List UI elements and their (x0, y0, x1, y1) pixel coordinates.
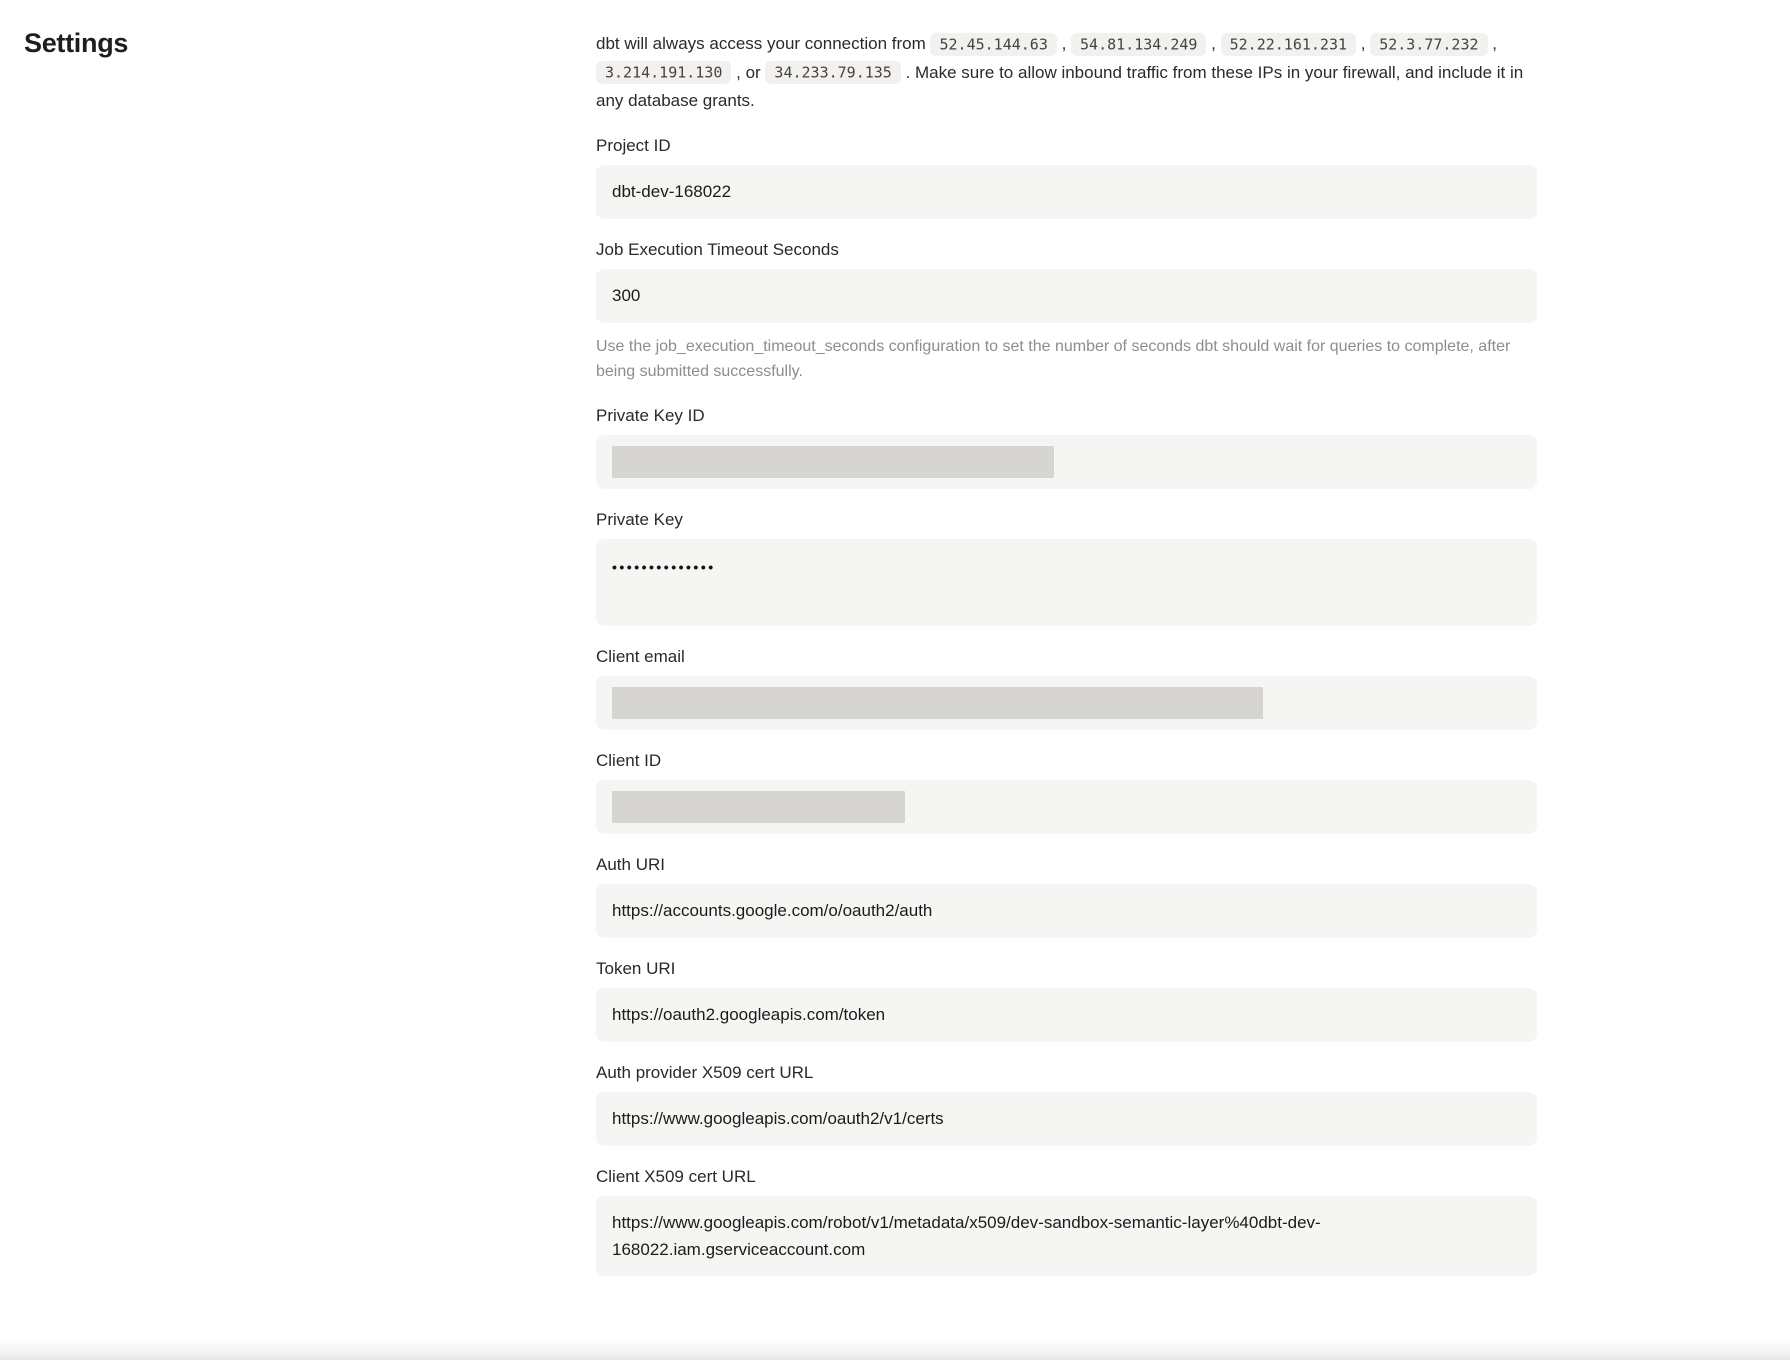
job-execution-timeout-seconds-help-text: Use the job_execution_timeout_seconds configuration to set the number of seconds dbt should wait for queries to complete, after being submitted successfully. (596, 337, 1511, 380)
settings-sidebar-area (0, 0, 596, 59)
token-uri-value: https://oauth2.googleapis.com/token (612, 1005, 886, 1024)
field-auth-uri (596, 855, 1537, 938)
private-key-id-input[interactable] (596, 435, 1537, 489)
field-private-key (596, 510, 1537, 626)
private-key-input[interactable] (596, 539, 1537, 626)
project-id-label: Project ID (596, 135, 671, 155)
ip-address-chip: 52.3.77.232 (1370, 33, 1487, 56)
private-key-id-redacted-value-bar (612, 446, 1054, 478)
client-x509-cert-url-value: https://www.googleapis.com/robot/v1/metadata/x509/dev-sandbox-semantic-layer%40dbt-dev-168022.iam.gserviceaccount.com (612, 1212, 1321, 1259)
private-key-value: •••••••••••••• (612, 558, 716, 575)
field-project-id (596, 136, 1537, 219)
client-email-redacted-value-bar (612, 687, 1263, 719)
private-key-label: Private Key (596, 509, 683, 529)
project-id-value: dbt-dev-168022 (612, 182, 732, 201)
auth-uri-input[interactable] (596, 884, 1537, 938)
auth-provider-x509-cert-url-input[interactable] (596, 1092, 1537, 1146)
auth-uri-value: https://accounts.google.com/o/oauth2/auth (612, 901, 933, 920)
ip-address-chip: 3.214.191.130 (596, 61, 731, 84)
connection-settings-form (596, 0, 1537, 1297)
auth-provider-x509-cert-url-value: https://www.googleapis.com/oauth2/v1/certs (612, 1109, 944, 1128)
token-uri-label: Token URI (596, 958, 676, 978)
field-client-id (596, 751, 1537, 834)
client-email-input[interactable] (596, 676, 1537, 730)
project-id-input[interactable] (596, 165, 1537, 219)
auth-uri-label: Auth URI (596, 854, 665, 874)
field-private-key-id (596, 406, 1537, 489)
ip-address-chip: 52.22.161.231 (1221, 33, 1356, 56)
ip-address-chip: 34.233.79.135 (765, 61, 900, 84)
form-fields (596, 136, 1537, 1276)
ip-address-chip: 54.81.134.249 (1071, 33, 1206, 56)
job-execution-timeout-seconds-label: Job Execution Timeout Seconds (596, 239, 839, 259)
client-id-input[interactable] (596, 780, 1537, 834)
field-client-x509-cert-url (596, 1167, 1537, 1276)
job-execution-timeout-seconds-input[interactable] (596, 269, 1537, 323)
field-auth-provider-x509-cert-url (596, 1063, 1537, 1146)
client-email-label: Client email (596, 646, 685, 666)
client-x509-cert-url-label: Client X509 cert URL (596, 1166, 756, 1186)
field-job-execution-timeout-seconds (596, 240, 1537, 385)
private-key-id-label: Private Key ID (596, 405, 705, 425)
token-uri-input[interactable] (596, 988, 1537, 1042)
client-id-redacted-value-bar (612, 791, 905, 823)
bottom-edge-shade (0, 1338, 1790, 1360)
ip-allowlist-note: dbt will always access your connection from 52.45.144.63 , 54.81.134.249 , 52.22.161.231 , 52.3.77.232 , 3.214.191.130 , or 34.233.79.135 . Make sure to allow inbound traffic from these IPs in your firewall, and include it in any database grants. (596, 34, 1524, 110)
client-x509-cert-url-input[interactable] (596, 1196, 1537, 1276)
ip-address-chip: 52.45.144.63 (930, 33, 1056, 56)
job-execution-timeout-seconds-value: 300 (612, 286, 641, 305)
page-title: Settings (24, 28, 129, 58)
field-client-email (596, 647, 1537, 730)
field-token-uri (596, 959, 1537, 1042)
auth-provider-x509-cert-url-label: Auth provider X509 cert URL (596, 1062, 814, 1082)
client-id-label: Client ID (596, 750, 662, 770)
